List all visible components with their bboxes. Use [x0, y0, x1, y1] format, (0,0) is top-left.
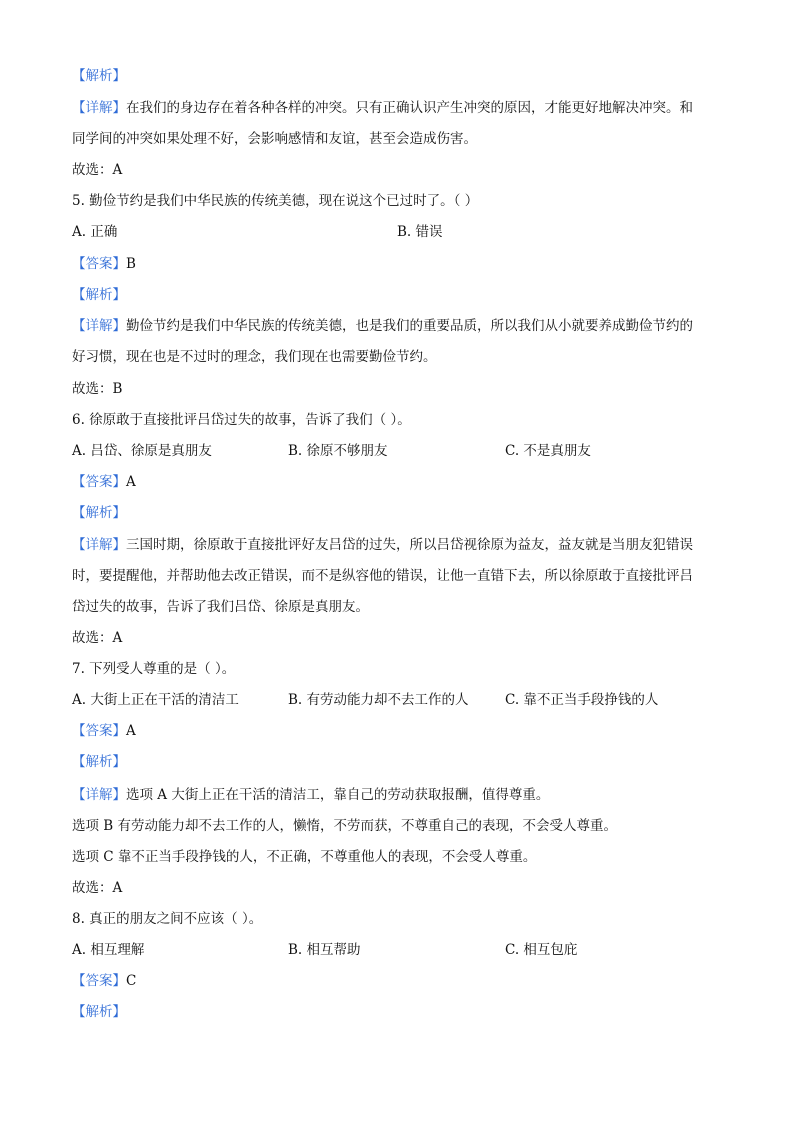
option-a: A. 大街上正在干活的清洁工 [72, 692, 239, 708]
detail-paragraph-line [72, 816, 732, 836]
answer-line [72, 721, 732, 741]
option-c: C. 靠不正当手段挣钱的人 [505, 692, 659, 708]
analysis-tag: 【解析】 [72, 287, 126, 303]
option-b: B. 相互帮助 [288, 942, 361, 958]
analysis-heading [72, 66, 732, 86]
detail-tag: 【详解】 [72, 318, 126, 334]
detail-text: 选项 B 有劳动能力却不去工作的人，懒惰，不劳而获，不尊重自己的表现，不会受人尊重。 [72, 818, 618, 834]
question-5: 5. 勤俭节约是我们中华民族的传统美德，现在说这个已过时了。（ ） [72, 193, 479, 209]
answer-line [72, 472, 732, 492]
detail-paragraph-line [72, 535, 732, 555]
detail-text: 时，要提醒他，并帮助他去改正错误，而不是纵容他的错误，让他一直错下去，所以徐原敢于直接批评吕 [72, 568, 693, 584]
answer-line [72, 971, 732, 991]
analysis-tag: 【解析】 [72, 754, 126, 770]
detail-text: 好习惯，现在也是不过时的理念，我们现在也需要勤俭节约。 [72, 349, 437, 365]
answer-value: C [126, 973, 137, 989]
detail-text: 岱过失的故事，告诉了我们吕岱、徐原是真朋友。 [72, 599, 369, 615]
option-b: B. 有劳动能力却不去工作的人 [288, 692, 469, 708]
analysis-tag: 【解析】 [72, 68, 126, 84]
answer-value: B [126, 256, 136, 272]
detail-text: 三国时期，徐原敢于直接批评好友吕岱的过失，所以吕岱视徐原为益友，益友就是当朋友犯错误 [126, 537, 693, 553]
choice-line: 故选：A [72, 630, 123, 646]
detail-paragraph-line [72, 98, 732, 118]
detail-text: 在我们的身边存在着各种各样的冲突。只有正确认识产生冲突的原因，才能更好地解决冲突。和 [126, 100, 693, 116]
detail-text: 同学间的冲突如果处理不好，会影响感情和友谊，甚至会造成伤害。 [72, 131, 477, 147]
analysis-tag: 【解析】 [72, 1004, 126, 1020]
option-c: C. 相互包庇 [505, 942, 578, 958]
detail-paragraph-line [72, 785, 732, 805]
detail-paragraph-line [72, 597, 732, 617]
analysis-heading [72, 1002, 732, 1022]
answer-line [72, 254, 732, 274]
choice-line: 故选：A [72, 880, 123, 896]
answer-tag: 【答案】 [72, 973, 126, 989]
answer-tag: 【答案】 [72, 474, 126, 490]
analysis-heading [72, 503, 732, 523]
detail-text: 勤俭节约是我们中华民族的传统美德，也是我们的重要品质，所以我们从小就要养成勤俭节约的 [126, 318, 693, 334]
question-7: 7. 下列受人尊重的是（ ）。 [72, 661, 236, 677]
choice-line: 故选：B [72, 381, 123, 397]
detail-tag: 【详解】 [72, 537, 126, 553]
analysis-heading [72, 285, 732, 305]
question-8: 8. 真正的朋友之间不应该（ ）。 [72, 911, 263, 927]
answer-tag: 【答案】 [72, 256, 126, 272]
choice-line: 故选：A [72, 162, 123, 178]
option-a: A. 相互理解 [72, 942, 145, 958]
detail-text: 选项 A 大街上正在干活的清洁工，靠自己的劳动获取报酬，值得尊重。 [126, 787, 550, 803]
option-b: B. 错误 [397, 224, 443, 240]
detail-paragraph-line [72, 347, 732, 367]
detail-paragraph-line [72, 129, 732, 149]
answer-value: A [126, 723, 136, 739]
detail-paragraph-line [72, 847, 732, 867]
question-6: 6. 徐原敢于直接批评吕岱过失的故事，告诉了我们（ ）。 [72, 412, 411, 428]
option-b: B. 徐原不够朋友 [288, 443, 388, 459]
detail-tag: 【详解】 [72, 100, 126, 116]
detail-paragraph-line [72, 566, 732, 586]
detail-paragraph-line [72, 316, 732, 336]
answer-value: A [126, 474, 136, 490]
option-c: C. 不是真朋友 [505, 443, 591, 459]
option-a: A. 吕岱、徐原是真朋友 [72, 443, 212, 459]
analysis-heading [72, 752, 732, 772]
option-a: A. 正确 [72, 224, 118, 240]
detail-text: 选项 C 靠不正当手段挣钱的人，不正确，不尊重他人的表现，不会受人尊重。 [72, 849, 537, 865]
detail-tag: 【详解】 [72, 787, 126, 803]
analysis-tag: 【解析】 [72, 505, 126, 521]
answer-tag: 【答案】 [72, 723, 126, 739]
